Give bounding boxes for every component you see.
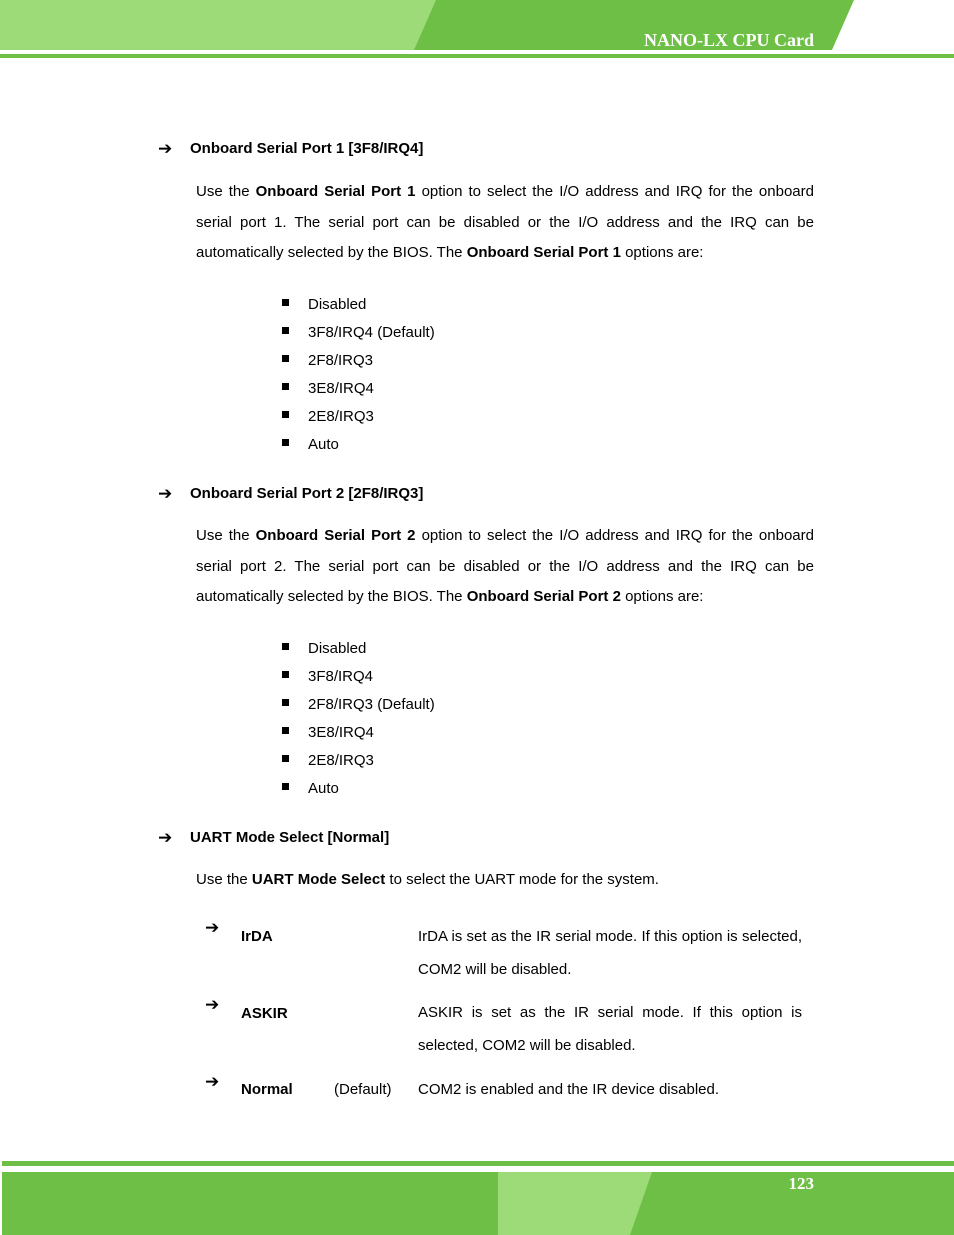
list-item: 3F8/IRQ4 (Default) — [282, 323, 682, 343]
arrow-icon: ➔ — [158, 484, 173, 503]
option-name-askir: ASKIR — [241, 1005, 288, 1022]
list-item: 2F8/IRQ3 (Default) — [282, 695, 682, 715]
footer-band-light — [498, 1172, 652, 1235]
bullet-icon — [282, 383, 289, 390]
list-item: 3E8/IRQ4 — [282, 723, 682, 743]
bullet-icon — [282, 439, 289, 446]
section-paragraph-serial-port-2: Use the Onboard Serial Port 2 option to select the I/O address and IRQ for the onboard serial port 2. The serial port can be disabled or the I/O address and the IRQ can be automatically selected by the BIOS. The Onboard Serial Port 2 options are: — [196, 527, 814, 605]
list-item: Auto — [282, 435, 682, 455]
section-heading-serial-port-1: Onboard Serial Port 1 [3F8/IRQ4] — [190, 140, 424, 157]
bullet-icon — [282, 411, 289, 418]
bullet-icon — [282, 643, 289, 650]
section-heading-uart-mode: UART Mode Select [Normal] — [190, 829, 390, 846]
arrow-icon: ➔ — [205, 1072, 220, 1091]
list-item: 3F8/IRQ4 — [282, 667, 682, 687]
section-heading-serial-port-2: Onboard Serial Port 2 [2F8/IRQ3] — [190, 485, 424, 502]
bullet-icon — [282, 783, 289, 790]
arrow-icon: ➔ — [205, 918, 220, 937]
bullet-icon — [282, 327, 289, 334]
section-paragraph-uart-mode: Use the UART Mode Select to select the UART mode for the system. — [196, 871, 659, 888]
list-item: 2E8/IRQ3 — [282, 751, 682, 771]
bullet-icon — [282, 699, 289, 706]
footer-rule — [2, 1161, 954, 1166]
list-item: 2F8/IRQ3 — [282, 351, 682, 371]
bullet-icon — [282, 671, 289, 678]
bullet-icon — [282, 727, 289, 734]
section-paragraph-serial-port-1: Use the Onboard Serial Port 1 option to select the I/O address and IRQ for the onboard serial port 1. The serial port can be disabled or the I/O address and the IRQ can be automatically selected by the BIOS. The Onboard Serial Port 1 options are: — [196, 183, 814, 261]
list-item: 2E8/IRQ3 — [282, 407, 682, 427]
option-desc-askir: ASKIR is set as the IR serial mode. If this option is selected, COM2 will be disabled. — [418, 1004, 802, 1054]
option-name-normal: Normal — [241, 1081, 293, 1098]
list-item: Auto — [282, 779, 682, 799]
option-name-irda: IrDA — [241, 928, 273, 945]
list-item: Disabled — [282, 295, 682, 315]
option-desc-normal: COM2 is enabled and the IR device disabled. — [418, 1081, 720, 1098]
arrow-icon: ➔ — [158, 139, 173, 158]
bullet-icon — [282, 755, 289, 762]
arrow-icon: ➔ — [205, 995, 220, 1014]
option-desc-irda: IrDA is set as the IR serial mode. If this option is selected, COM2 will be disabled. — [418, 928, 802, 978]
header-rule — [0, 54, 954, 58]
page-number: 123 — [788, 1174, 814, 1193]
list-item: Disabled — [282, 639, 682, 659]
arrow-icon: ➔ — [158, 828, 173, 847]
option-default-tag: (Default) — [334, 1081, 392, 1098]
bullet-icon — [282, 299, 289, 306]
list-item: 3E8/IRQ4 — [282, 379, 682, 399]
bullet-icon — [282, 355, 289, 362]
header-title: NANO-LX CPU Card — [644, 30, 814, 50]
